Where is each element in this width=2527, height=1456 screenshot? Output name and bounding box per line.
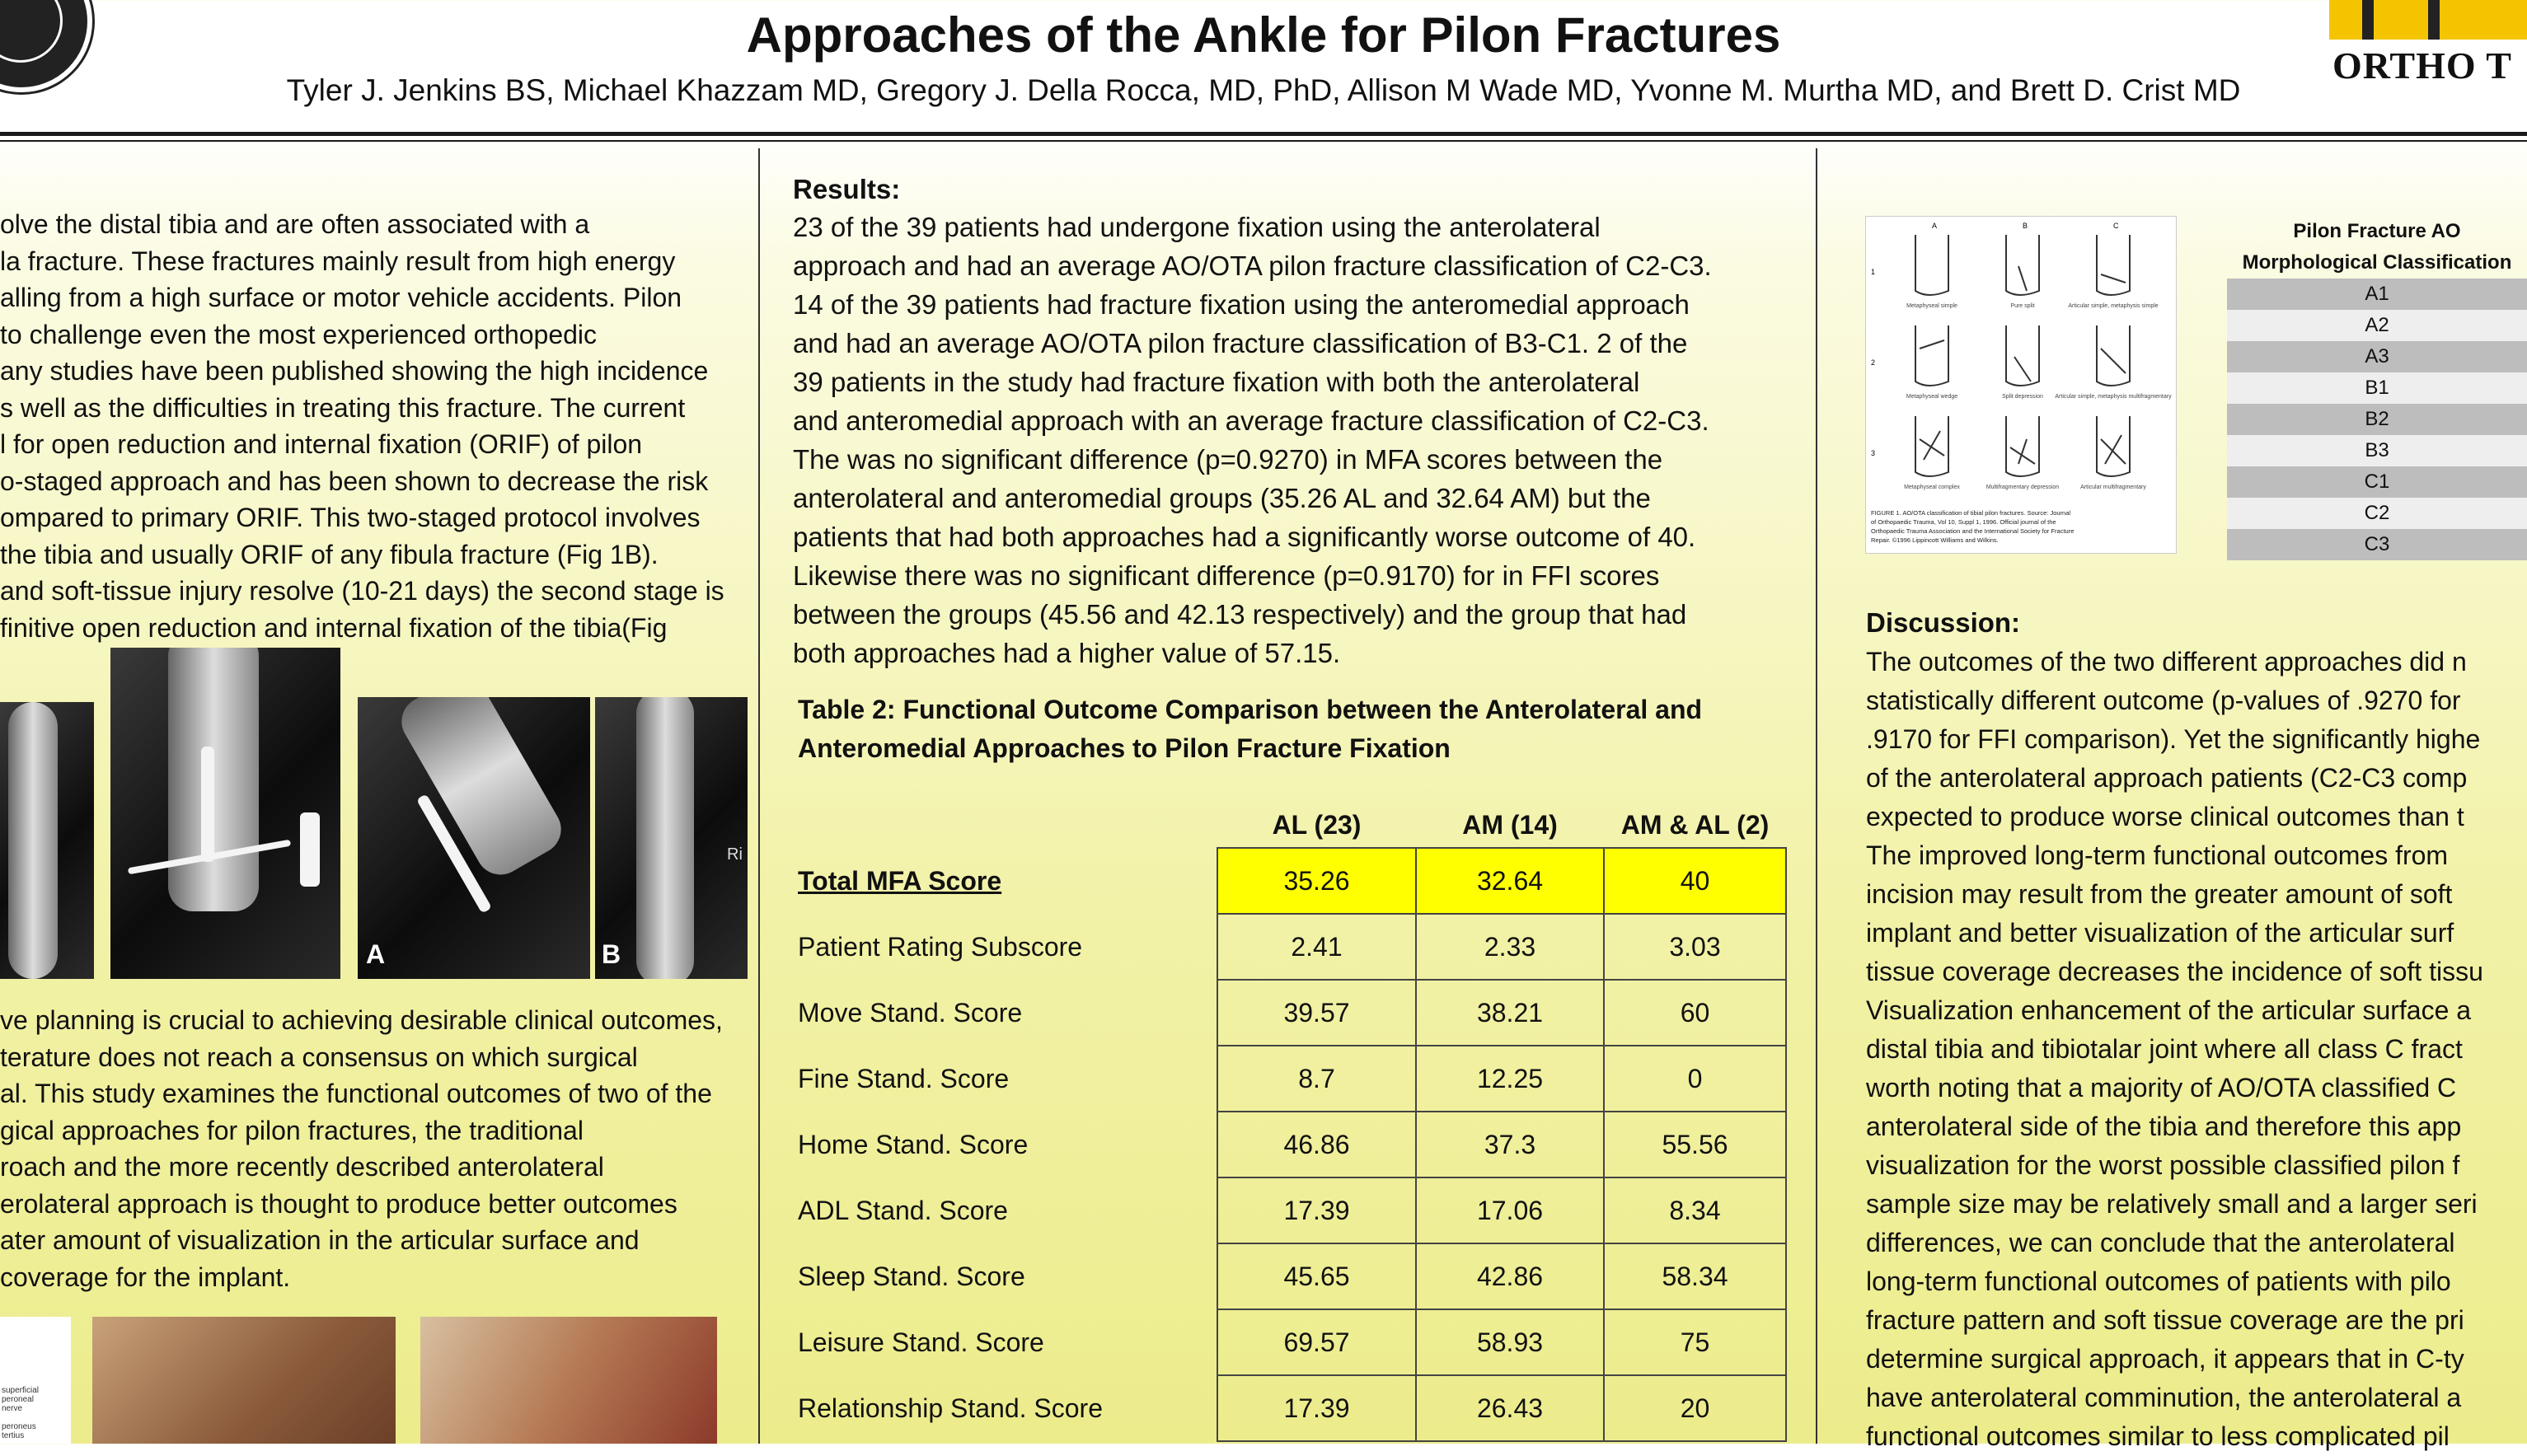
xray-marker: Ri <box>727 845 743 864</box>
anatomy-diagram: superficial peroneal nerve peroneus tertius <box>0 1317 71 1444</box>
table-cell: 38.21 <box>1416 980 1604 1046</box>
ao-cell-caption: Articular simple, metaphysis multifragmentary <box>2055 394 2172 400</box>
row-label: ADL Stand. Score <box>798 1195 1008 1225</box>
table-cell: 12.25 <box>1416 1046 1604 1112</box>
table-cell: 26.43 <box>1416 1375 1604 1441</box>
introduction-text: olve the distal tibia and are often associated with a la fracture. These fractures mainly result from high energy alling from a high surface or motor vehicle accidents. Pilon to challenge even the most experienced orthopedic any studies have been published showing the high incidence s well as the difficulties in treating this fracture. The current l for open reduction and internal fixation (ORIF) of pilon o-staged approach and has been shown to decrease the risk ompared to primary ORIF. This two-staged protocol involves the tibia and usually ORIF of any fibula fracture (Fig 1B). and soft-tissue injury resolve (10-21 days) the second stage is finitive open reduction and internal fixation of the tibia(Fig <box>0 209 724 643</box>
column-divider-right <box>1816 148 1817 1444</box>
ao-figure-caption: Repair. ©1996 Lippincott Williams and Wilkins. <box>1871 536 1999 544</box>
table-cell: 40 <box>1604 848 1786 914</box>
ao-class-cell: C2 <box>2227 498 2527 529</box>
header-divider-thin <box>0 140 2527 142</box>
xray-image-2 <box>110 648 340 979</box>
table-cell: 45.65 <box>1217 1243 1416 1309</box>
table-row <box>796 1375 1786 1441</box>
ao-cell-caption: Pure split <box>2010 303 2035 309</box>
ao-class-cell: B2 <box>2227 404 2527 435</box>
table-cell: 8.34 <box>1604 1177 1786 1243</box>
row-label: Total MFA Score <box>798 865 1002 896</box>
ao-cell-caption: Metaphyseal complex <box>1904 485 1960 490</box>
ao-figure-caption: Orthopaedic Trauma Association and the International Society for Fracture <box>1871 527 2075 535</box>
ao-row-label: 2 <box>1871 358 1876 367</box>
header-divider <box>0 132 2527 136</box>
ao-col-label: C <box>2113 222 2119 230</box>
ao-cell-caption: Multifragmentary depression <box>1986 485 2060 490</box>
table-row <box>796 1112 1786 1177</box>
ao-sketch-c2 <box>2097 325 2130 386</box>
table-cell: 2.33 <box>1416 914 1604 980</box>
table-cell: 32.64 <box>1416 848 1604 914</box>
poster-authors: Tyler J. Jenkins BS, Michael Khazzam MD, Gregory J. Della Rocca, MD, PhD, Allison M Wade MD, Yvonne M. Murtha MD, and Brett D. Crist MD <box>286 73 2241 107</box>
ao-sketch-c3 <box>2097 416 2130 476</box>
column-divider-left <box>758 148 760 1444</box>
table-cell: 3.03 <box>1604 914 1786 980</box>
ao-class-cell: C1 <box>2227 466 2527 498</box>
table-cell: 20 <box>1604 1375 1786 1441</box>
discussion-text: The outcomes of the two different approaches did n statistically different outcome (p-values of .9270 for .9170 for FFI comparison). Yet the significantly highe of the anterolateral approach patients (C2-C3 comp expected to produce worse clinical outcomes than t The improved long-term functional outcomes from incision may result from the greater amount of soft implant and better visualization of the articular surf tissue coverage decreases the incidence of soft tissu Visualization enhancement of the articular surface a distal tibia and tibiotalar joint where all class C fract worth noting that a majority of AO/OTA classified C anterolateral side of the tibia and therefore this app visualization for the worst possible classified pilon f sample size may be relatively small and a larger seri differences, we can conclude that the anterolateral long-term functional outcomes of patients with pilo fracture pattern and soft tissue coverage are the pri determine surgical approach, it appears that in C-ty have anterolateral comminution, the anterolateral a functional outcomes similar to less complicated pil <box>1866 647 2483 1451</box>
table-row <box>796 1309 1786 1375</box>
table-cell: 75 <box>1604 1309 1786 1375</box>
ao-sketch-a3 <box>1915 416 1948 476</box>
table-cell: 17.39 <box>1217 1177 1416 1243</box>
ao-sketch-a2 <box>1915 325 1948 386</box>
ao-cell-caption: Metaphyseal simple <box>1906 303 1957 309</box>
ao-col-label: B <box>2023 222 2028 230</box>
ao-row-label: 1 <box>1871 268 1876 276</box>
ao-col-label: A <box>1932 222 1938 230</box>
ao-sketch-a1 <box>1915 235 1948 295</box>
table-cell: 35.26 <box>1217 848 1416 914</box>
ao-classification-table <box>2227 216 2527 560</box>
table-cell: 37.3 <box>1416 1112 1604 1177</box>
table-row <box>796 1243 1786 1309</box>
results-heading: Results: <box>793 174 901 204</box>
row-label: Patient Rating Subscore <box>798 931 1083 962</box>
table-cell: 39.57 <box>1217 980 1416 1046</box>
row-label: Relationship Stand. Score <box>798 1393 1103 1423</box>
ao-row-label: 3 <box>1871 449 1876 457</box>
ao-cell-caption: Articular simple, metaphysis simple <box>2068 303 2159 309</box>
table-cell: 17.39 <box>1217 1375 1416 1441</box>
row-label: Leisure Stand. Score <box>798 1327 1044 1357</box>
table-row <box>796 848 1786 914</box>
table-cell: 46.86 <box>1217 1112 1416 1177</box>
figure-label-a: A <box>366 939 386 969</box>
table-row <box>796 1177 1786 1243</box>
table-row <box>796 914 1786 980</box>
ao-class-cell: C3 <box>2227 529 2527 560</box>
ao-table-caption: Morphological Classification <box>2242 251 2512 274</box>
row-label: Move Stand. Score <box>798 997 1023 1028</box>
poster-title: Approaches of the Ankle for Pilon Fractures <box>746 7 1781 63</box>
ao-class-cell: B3 <box>2227 435 2527 466</box>
ao-cell-caption: Split depression <box>2002 394 2043 400</box>
row-label: Sleep Stand. Score <box>798 1261 1025 1291</box>
ao-class-cell: A2 <box>2227 310 2527 341</box>
ortho-logo: ORTHO T <box>2329 0 2527 107</box>
ao-class-cell: B1 <box>2227 372 2527 404</box>
ao-sketch-c1 <box>2097 235 2130 295</box>
results-text: 23 of the 39 patients had undergone fixation using the anterolateral approach and had an average AO/OTA pilon fracture classification of C2-C3. 14 of the 39 patients had fracture fixation using the anteromedial approach and had an average AO/OTA pilon fracture classification of B3-C1. 2 of the 39 patients in the study had fracture fixation with both the anterolateral and anteromedial approach with an average fracture classification of C2-C3. The was no significant difference (p=0.9270) in MFA scores between the anterolateral and anteromedial groups (35.26 AL and 32.64 AM) but the patients that had both approaches had a significantly worse outcome of 40. Likewise there was no significant difference (p=0.9170) for in FFI scores between the groups (45.56 and 42.13 respectively) and the group that had both approaches had a higher value of 57.15. <box>793 212 1712 668</box>
xray-image-b <box>595 697 748 979</box>
ao-sketch-b1 <box>2006 235 2039 295</box>
table-row <box>796 980 1786 1046</box>
functional-outcome-table <box>796 803 1787 1442</box>
column-header: AL (23) <box>1272 809 1362 840</box>
table-cell: 8.7 <box>1217 1046 1416 1112</box>
row-label: Home Stand. Score <box>798 1129 1029 1159</box>
xray-image-a <box>358 697 590 979</box>
table-cell: 58.93 <box>1416 1309 1604 1375</box>
ao-cell-caption: Metaphyseal wedge <box>1906 394 1958 400</box>
table-cell: 2.41 <box>1217 914 1416 980</box>
surgical-photo-1 <box>92 1317 396 1444</box>
discussion-heading: Discussion: <box>1866 607 2021 638</box>
ao-class-cell: A1 <box>2227 279 2527 310</box>
rationale-text: ve planning is crucial to achieving desirable clinical outcomes, terature does not reach a consensus on which surgical al. This study examines the functional outcomes of two of the gical approaches for pilon fractures, the traditional roach and the more recently described anterolateral erolateral approach is thought to produce better outcomes ater amount of visualization in the articular surface and coverage for the implant. <box>0 1005 723 1292</box>
table-cell: 69.57 <box>1217 1309 1416 1375</box>
column-header: AM & AL (2) <box>1620 809 1770 840</box>
xray-image-1 <box>0 702 94 979</box>
table-cell: 0 <box>1604 1046 1786 1112</box>
table-header-row <box>796 803 1786 848</box>
ao-figure-caption: FIGURE 1. AO/OTA classification of tibial pilon fractures. Source: Journal <box>1871 509 2071 517</box>
ao-cell-caption: Articular multifragmentary <box>2080 485 2146 490</box>
column-header: AM (14) <box>1462 809 1558 840</box>
surgical-photo-2 <box>420 1317 717 1444</box>
ao-classification-figure <box>1865 216 2177 554</box>
table-cell: 17.06 <box>1416 1177 1604 1243</box>
ao-sketch-b3 <box>2006 416 2039 476</box>
figure-label-b: B <box>602 939 621 969</box>
table-cell: 58.34 <box>1604 1243 1786 1309</box>
ao-figure-caption: of Orthopaedic Trauma, Vol 10, Suppl 1, 1996. Official journal of the <box>1871 518 2056 526</box>
table-cell: 60 <box>1604 980 1786 1046</box>
table2-caption: Table 2: Functional Outcome Comparison between the Anterolateral and Anteromedial Approaches to Pilon Fracture Fixation <box>798 695 1703 763</box>
table-cell: 55.56 <box>1604 1112 1786 1177</box>
table-cell: 42.86 <box>1416 1243 1604 1309</box>
ao-class-cell: A3 <box>2227 341 2527 372</box>
ao-table-caption: Pilon Fracture AO <box>2293 220 2461 242</box>
ao-sketch-b2 <box>2006 325 2039 386</box>
table-row <box>796 1046 1786 1112</box>
row-label: Fine Stand. Score <box>798 1063 1010 1093</box>
